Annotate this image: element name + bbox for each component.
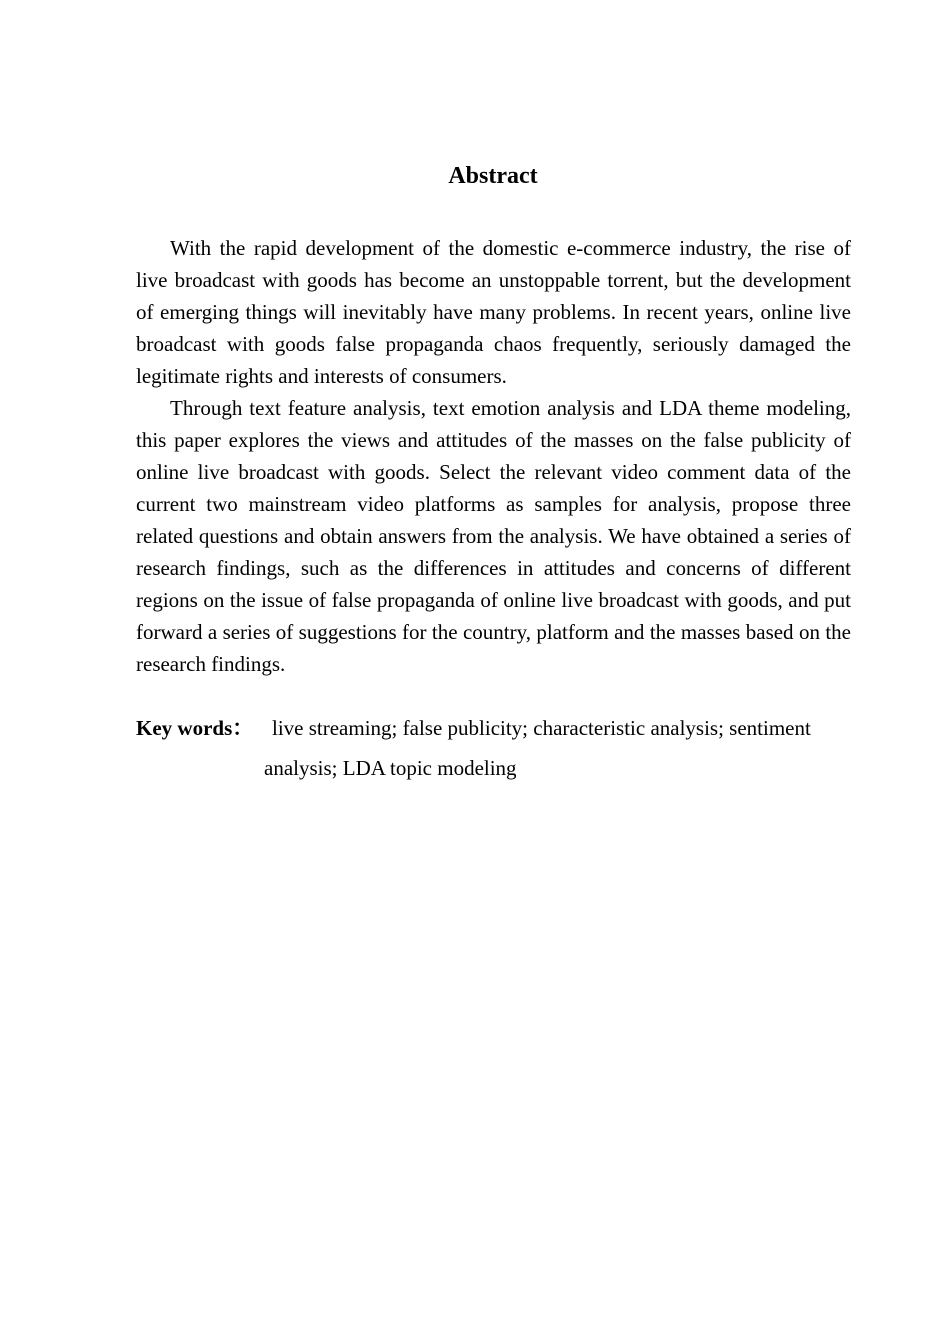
keywords-row-1 — [136, 708, 851, 748]
abstract-body — [136, 232, 851, 680]
keywords-label: Key words： — [136, 716, 254, 740]
keywords-row-2 — [136, 748, 851, 788]
abstract-title: Abstract — [448, 163, 538, 189]
keywords-section — [136, 708, 851, 788]
abstract-paragraph-1: With the rapid development of the domestic e-commerce industry, the rise of live broadcast with goods has become an unstoppable torrent, but the development of emerging things will inevitably have many problems. In recent years, online live broadcast with goods false propaganda chaos frequently, seriously damaged the legitimate rights and interests of consumers. — [136, 236, 851, 388]
keywords-text-line-1: live streaming; false publicity; characteristic analysis; sentiment — [272, 716, 811, 740]
keywords-text-line-2: analysis; LDA topic modeling — [264, 756, 517, 780]
abstract-paragraph-2: Through text feature analysis, text emotion analysis and LDA theme modeling, this paper explores the views and attitudes of the masses on the false publicity of online live broadcast with goods. Select the relevant video comment data of the current two mainstream video platforms as samples for analysis, propose three related questions and obtain answers from the analysis. We have obtained a series of research findings, such as the differences in attitudes and concerns of different regions on the issue of false propaganda of online live broadcast with goods, and put forward a series of suggestions for the country, platform and the masses based on the research findings. — [136, 396, 851, 676]
